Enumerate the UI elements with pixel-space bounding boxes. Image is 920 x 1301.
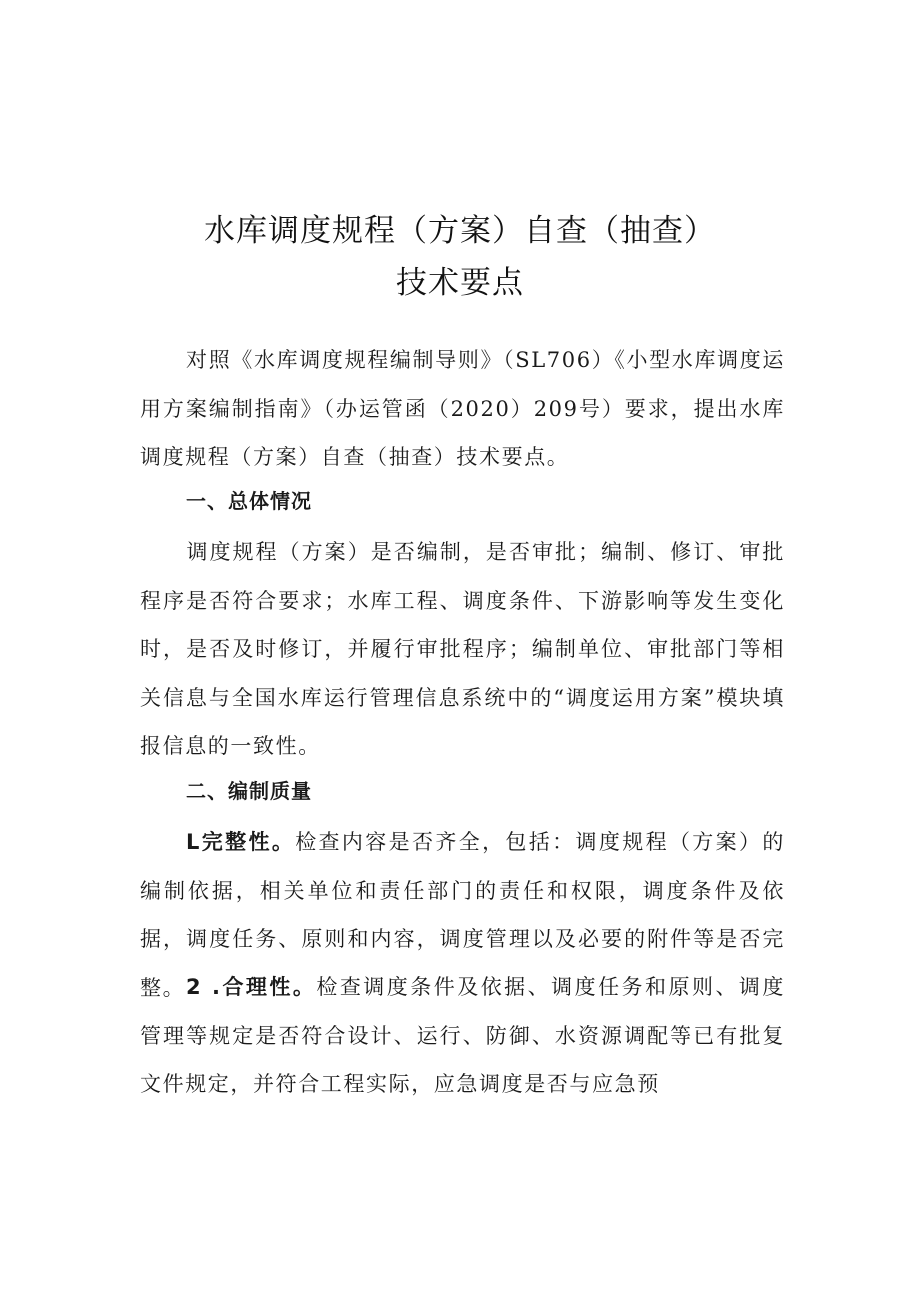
item2-term: 合理性。 [221,975,317,999]
section1-paragraph [140,528,785,771]
item2-number: 2 . [186,975,222,999]
item1-term: 完整性。 [200,830,296,854]
section1-heading: 一、总体情况 [186,489,312,513]
intro-paragraph [140,336,785,482]
section2-item2-paragraph [140,963,785,1109]
item2-text: 检查调度条件及依据、调度任务和原则、调度管理等规定是否符合设计、运行、防御、水资源调配等已有批复文件规定，并符合工程实际，应急调度是否与应急预 [140,975,785,1096]
document-title-line2: 技术要点 [396,265,524,301]
intro-text: 对照《水库调度规程编制导则》（SL706）《小型水库调度运用方案编制指南》（办运管函（2020）209号）要求，提出水库调度规程（方案）自查（抽查）技术要点。 [140,348,785,469]
item1-number: L [186,830,201,854]
section1-text: 调度规程（方案）是否编制，是否审批；编制、修订、审批程序是否符合要求；水库工程、调度条件、下游影响等发生变化时，是否及时修订，并履行审批程序；编制单位、审批部门等相关信息与全国水库运行管理信息系统中的“调度运用方案”模块填报信息的一致性。 [140,540,785,758]
item1-text: 检查内容是否齐全，包括：调度规程（方案）的编制依据，相关单位和责任部门的责任和权限，调度条件及依据，调度任务、原则和内容，调度管理以及必要的附件等是否完整。 [140,830,785,1000]
document-title-line1: 水库调度规程（方案）自查（抽查） [204,213,716,249]
section2-heading: 二、编制质量 [186,779,312,803]
